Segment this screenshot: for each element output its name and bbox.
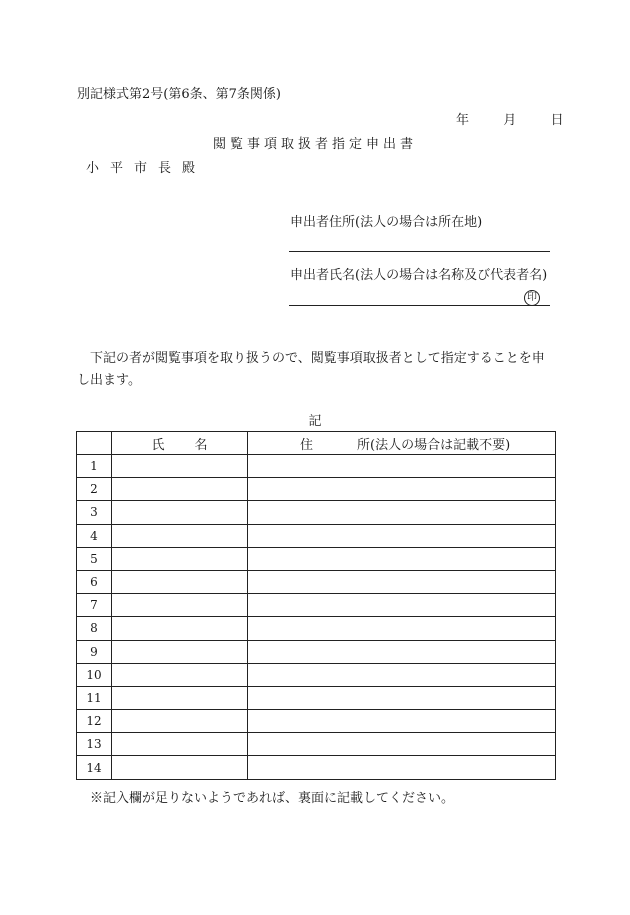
address-cell[interactable]: [248, 663, 556, 686]
row-number: 4: [77, 524, 112, 547]
table-row: [77, 640, 556, 663]
table-row: [77, 686, 556, 709]
row-number: 11: [77, 686, 112, 709]
address-cell[interactable]: [248, 733, 556, 756]
name-cell[interactable]: [112, 710, 248, 733]
register-table: [76, 431, 556, 780]
name-cell[interactable]: [112, 478, 248, 501]
address-cell[interactable]: [248, 524, 556, 547]
row-number: 3: [77, 501, 112, 524]
applicant-name-field[interactable]: [289, 305, 550, 306]
address-cell[interactable]: [248, 756, 556, 779]
table-row: [77, 501, 556, 524]
name-cell[interactable]: [112, 733, 248, 756]
name-cell[interactable]: [112, 640, 248, 663]
table-row: [77, 478, 556, 501]
table-row: [77, 663, 556, 686]
document-title: 閲覧事項取扱者指定申出書: [212, 137, 417, 152]
seal-mark: 印: [524, 290, 540, 306]
table-row: [77, 455, 556, 478]
table-row: [77, 594, 556, 617]
address-cell[interactable]: [248, 501, 556, 524]
ki-heading: 記: [308, 414, 322, 429]
name-cell[interactable]: [112, 686, 248, 709]
table-row: [77, 547, 556, 570]
row-number: 8: [77, 617, 112, 640]
addressee: 小平市長殿: [86, 161, 207, 176]
date-year: 年: [456, 113, 470, 128]
name-cell[interactable]: [112, 455, 248, 478]
name-cell[interactable]: [112, 663, 248, 686]
date-month: 月: [503, 113, 517, 128]
applicant-address-field[interactable]: [289, 251, 550, 252]
address-cell[interactable]: [248, 640, 556, 663]
row-number: 7: [77, 594, 112, 617]
table-row: [77, 756, 556, 779]
address-cell[interactable]: [248, 547, 556, 570]
header-number: [77, 432, 112, 455]
name-cell[interactable]: [112, 501, 248, 524]
row-number: 2: [77, 478, 112, 501]
footnote: ※記入欄が足りないようであれば、裏面に記載してください。: [90, 791, 455, 806]
table-body: [77, 455, 556, 780]
form-reference: 別記様式第2号(第6条、第7条関係): [77, 87, 281, 102]
row-number: 14: [77, 756, 112, 779]
date-line: [456, 109, 564, 128]
name-cell[interactable]: [112, 570, 248, 593]
header-name: 氏 名: [112, 432, 248, 455]
table-row: [77, 524, 556, 547]
name-cell[interactable]: [112, 524, 248, 547]
address-cell[interactable]: [248, 570, 556, 593]
row-number: 1: [77, 455, 112, 478]
applicant-name-label: 申出者氏名(法人の場合は名称及び代表者名): [290, 268, 548, 283]
table-row: [77, 733, 556, 756]
date-day: 日: [550, 113, 564, 128]
address-cell[interactable]: [248, 478, 556, 501]
name-cell[interactable]: [112, 594, 248, 617]
address-cell[interactable]: [248, 686, 556, 709]
row-number: 5: [77, 547, 112, 570]
name-cell[interactable]: [112, 547, 248, 570]
table-row: [77, 710, 556, 733]
table-row: [77, 617, 556, 640]
address-cell[interactable]: [248, 594, 556, 617]
address-cell[interactable]: [248, 617, 556, 640]
address-cell[interactable]: [248, 710, 556, 733]
statement-text: 下記の者が閲覧事項を取り扱うので、閲覧事項取扱者として指定することを申し出ます。: [77, 351, 545, 388]
row-number: 9: [77, 640, 112, 663]
applicant-address-label: 申出者住所(法人の場合は所在地): [290, 215, 483, 230]
address-cell[interactable]: [248, 455, 556, 478]
row-number: 13: [77, 733, 112, 756]
header-address: 住 所(法人の場合は記載不要): [248, 432, 556, 455]
table-row: [77, 570, 556, 593]
name-cell[interactable]: [112, 756, 248, 779]
name-cell[interactable]: [112, 617, 248, 640]
row-number: 10: [77, 663, 112, 686]
table-header-row: [77, 432, 556, 455]
row-number: 6: [77, 570, 112, 593]
row-number: 12: [77, 710, 112, 733]
